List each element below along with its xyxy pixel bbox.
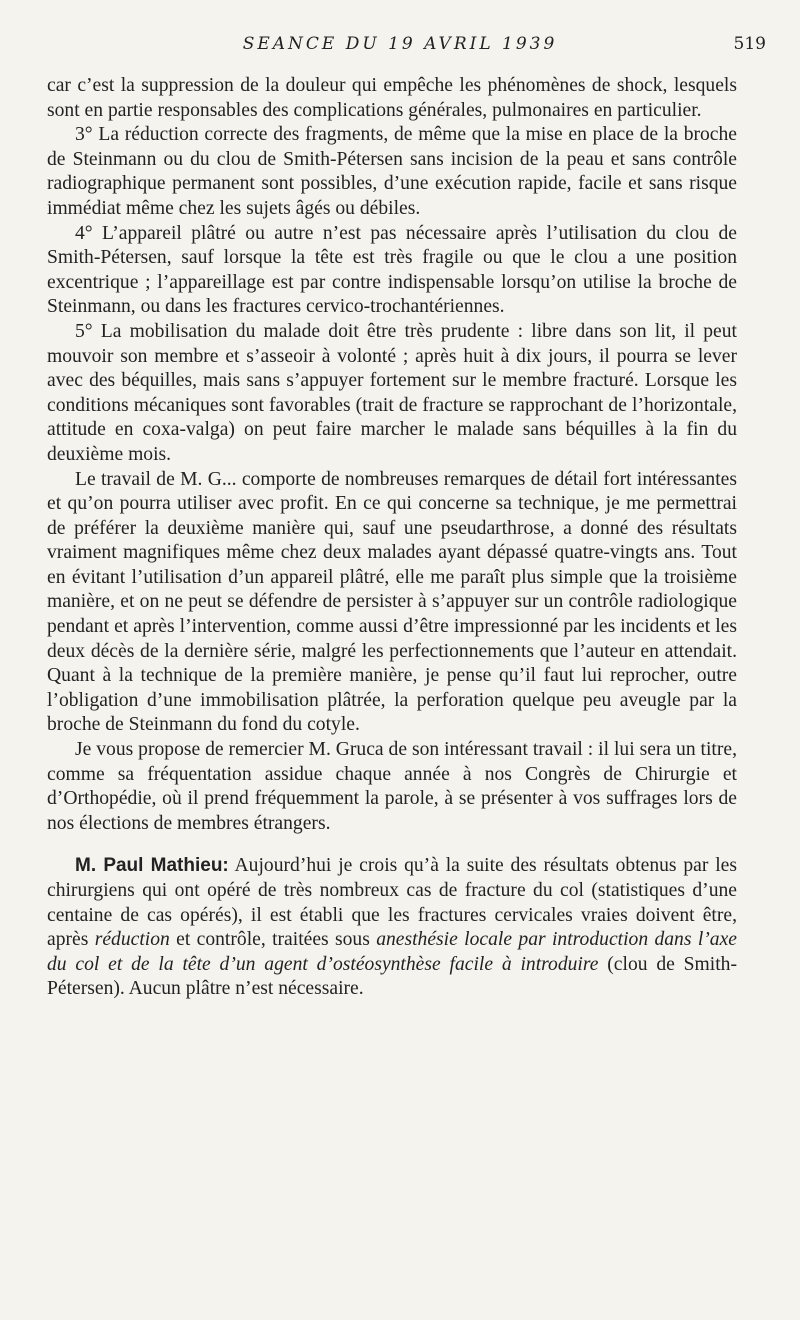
paragraph-point-5: 5° La mobilisation du malade doit être très prudente : libre dans son lit, il peut mouvoir son membre et s’asseoir à volonté ; après huit à dix jours, il pourra se lever avec des béquilles, mais sans s’appuyer fortement sur le membre fracturé. Lorsque les conditions mécaniques sont favorables (trait de fracture se rapprochant de l’horizontale, attitude en coxa-valga) on peut faire marcher le malade sans béquilles à la fin du deuxième mois. <box>47 320 737 465</box>
paragraph-continuation: car c’est la suppression de la douleur qui empêche les phénomènes de shock, lesquels sont en partie responsables des complications générales, pulmonaires en particulier. <box>47 75 737 121</box>
paragraph-conclusion: Je vous propose de remercier M. Gruca de son intéressant travail : il lui sera un titre, comme sa fréquentation assidue chaque année à nos Congrès de Chirurgie et d’Orthopédie, où il prend fréquemment la parole, à se présenter à vos suffrages lors de nos élections de membres étrangers. <box>47 739 737 834</box>
page-header <box>0 34 800 60</box>
text-segment: et contrôle, traitées sous <box>169 929 377 951</box>
text-segment: (clou de Smith-Pétersen). Aucun plâtre n’est nécessaire. <box>47 953 738 1000</box>
speaker-name: M. Paul Mathieu: <box>75 855 229 877</box>
paragraph-point-3: 3° La réduction correcte des fragments, de même que la mise en place de la broche de Steinmann ou du clou de Smith-Pétersen sans incision de la peau et sans contrôle radiographique permanent sont possibles, d’une exécution rapide, facile et sans risque immédiat même chez les sujets âgés ou débiles. <box>47 124 737 219</box>
body-text <box>47 74 737 1002</box>
page-number: 519 <box>733 34 766 54</box>
paragraph-mathieu <box>47 854 737 1002</box>
paragraph-point-4: 4° L’appareil plâtré ou autre n’est pas nécessaire après l’utilisation du clou de Smith-Pétersen, sauf lorsque la tête est très fragile ou que le clou a une position excentrique ; l’appareillage est par contre indispensable lorsqu’on utilise la broche de Steinmann, ou dans les fractures cervico-trochantériennes. <box>47 222 737 318</box>
italic-segment: anesthésie locale par introduction dans l’axe du col et de la tête d’un agent d’ostéosynthèse facile à introduire <box>47 929 737 975</box>
paragraph-commentary: Le travail de M. G... comporte de nombreuses remarques de détail fort intéressantes et qu’on pourra utiliser avec profit. En ce qui concerne sa technique, je me permettrai de préférer la deuxième manière qui, sauf une pseudarthrose, a donné des résultats vraiment magnifiques même chez deux malades ayant dépassé quatre-vingts ans. Tout en évitant l’utilisation d’un appareil plâtré, elle me paraît plus simple que la troisième manière, et on ne peut se défendre de persister à s’appuyer sur un contrôle radiologique pendant et après l’intervention, comme aussi d’être impressionné par les incidents et les deux décès de la dernière série, malgré les perfectionnements que l’auteur en attendait. Quant à la technique de la première manière, je pense qu’il faut lui reprocher, outre l’obligation d’une immobilisation plâtrée, la perforation quelque peu aveugle par la broche de Steinmann du fond du cotyle. <box>47 468 737 736</box>
text-segment: Aujourd’hui je crois qu’à la suite des résultats obtenus par les chirurgiens qui ont opéré de très nombreux cas de fracture du col (statistiques d’une centaine de cas opérés), il est établi que les fractures cervicales vraies doivent être, après <box>47 855 737 951</box>
running-title: SEANCE DU 19 AVRIL 1939 <box>242 34 558 54</box>
italic-segment: réduction <box>94 929 170 951</box>
